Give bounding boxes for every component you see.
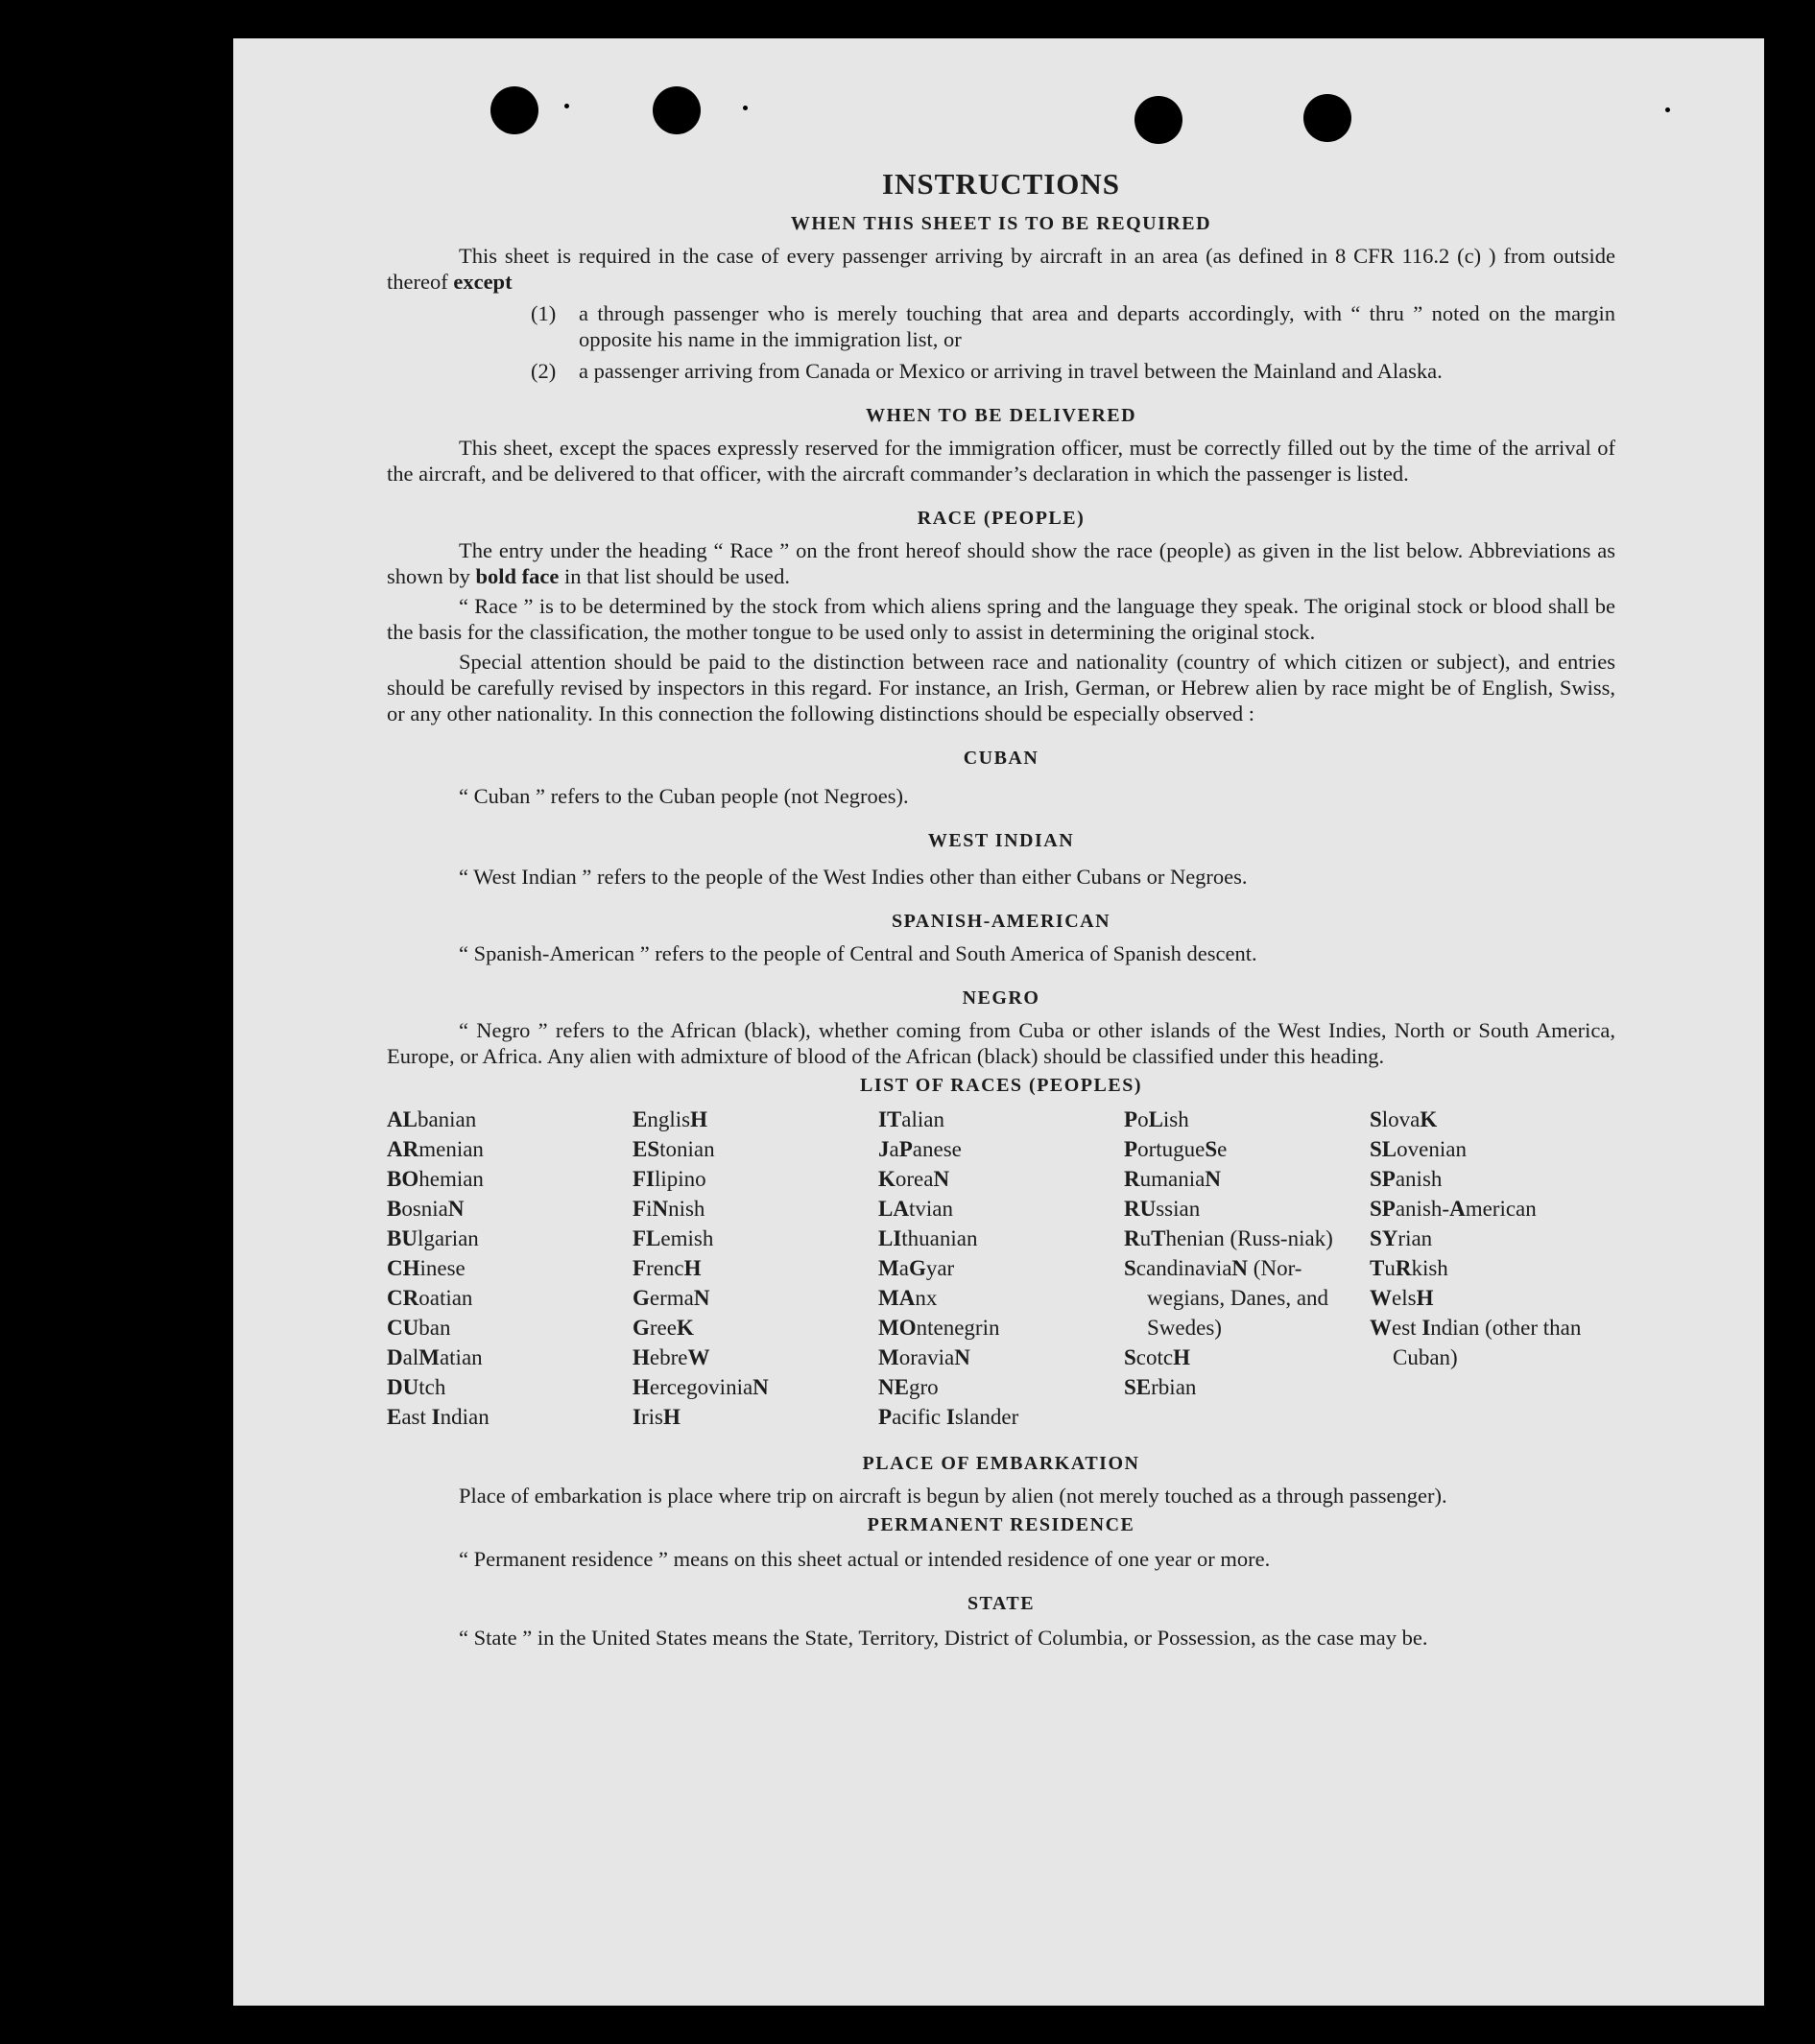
heading-permanent-residence: PERMANENT RESIDENCE — [867, 1514, 1135, 1535]
heading-list-of-races: LIST OF RACES (PEOPLES) — [859, 1075, 1142, 1096]
race-paragraph-3: Special attention should be paid to the distinction between race and nationality (country of which citizen or subject), and entries should be carefully revised by inspectors in this regard. For instance, an Irish, German, or Hebrew alien by race might be of English, Swiss, or any other nationality. In this connection the following distinctions should be especially observed : — [387, 650, 1615, 725]
paper-speck — [1665, 107, 1670, 112]
race-entry: HebreW — [633, 1345, 710, 1369]
race-entry: EStonian — [633, 1137, 715, 1161]
race-entry: RUssian — [1124, 1197, 1201, 1221]
heading-west-indian: WEST INDIAN — [927, 830, 1075, 851]
exception-item-2: (2) a passenger arriving from Canada or Mexico or arriving in travel between the Mainland and Alaska. — [531, 359, 1443, 383]
embarkation-text: Place of embarkation is place where trip on aircraft is begun by alien (not merely touched as a through passenger). — [459, 1484, 1447, 1508]
race-entry: FIlipino — [633, 1167, 706, 1191]
race-entry: FiNnish — [633, 1197, 705, 1221]
when-delivered-text: This sheet, except the spaces expressly reserved for the immigration officer, must be correctly filled out by the time of the arrival of the aircraft, and be delivered to that officer, with the aircraft commander’s declaration in which the passenger is listed. — [387, 436, 1615, 486]
race-column — [878, 1105, 1124, 1432]
race-entry: CHinese — [387, 1256, 466, 1280]
race-entry: WelsH — [1370, 1286, 1434, 1310]
heading-when-delivered: WHEN TO BE DELIVERED — [865, 405, 1137, 426]
heading-negro: NEGRO — [962, 987, 1040, 1009]
race-entry: PortugueSe — [1124, 1137, 1228, 1161]
negro-text: “ Negro ” refers to the African (black), whether coming from Cuba or other islands of the West Indies, North or South America, Europe, or Africa. Any alien with admixture of blood of the African (black) should be classified under this heading. — [387, 1018, 1615, 1068]
race-entry: FLemish — [633, 1226, 714, 1250]
race-entry: RumaniaN — [1124, 1167, 1221, 1191]
race-entry: IrisH — [633, 1405, 681, 1429]
heading-when-required: WHEN THIS SHEET IS TO BE REQUIRED — [790, 213, 1212, 234]
race-entry: LIthuanian — [878, 1226, 978, 1250]
race-column — [1370, 1105, 1615, 1432]
race-entry: EnglisH — [633, 1107, 707, 1131]
race-entry: SPanish-American — [1370, 1197, 1537, 1221]
race-entry: GermaN — [633, 1286, 710, 1310]
paper-speck — [743, 106, 748, 110]
race-entry: BosniaN — [387, 1197, 465, 1221]
punch-hole — [1134, 96, 1182, 144]
punch-hole — [653, 86, 701, 134]
race-entry: BOhemian — [387, 1167, 484, 1191]
race-entry: PoLish — [1124, 1107, 1189, 1131]
race-entry: MOntenegrin — [878, 1316, 1000, 1340]
race-entry: MAnx — [878, 1286, 938, 1310]
race-entry: CUban — [387, 1316, 451, 1340]
race-entry: West Indian (other than Cuban) — [1370, 1316, 1582, 1369]
heading-race: RACE (PEOPLE) — [917, 508, 1086, 529]
heading-place-of-embarkation: PLACE OF EMBARKATION — [862, 1453, 1140, 1474]
race-entry: BUlgarian — [387, 1226, 479, 1250]
race-entry: ScotcH — [1124, 1345, 1190, 1369]
race-entry: ScandinaviaN (Nor-wegians, Danes, and Swedes) — [1124, 1256, 1329, 1340]
race-entry: SErbian — [1124, 1375, 1197, 1399]
heading-spanish-american: SPANISH-AMERICAN — [891, 911, 1111, 932]
race-entry: SYrian — [1370, 1226, 1433, 1250]
race-entry: HercegoviniaN — [633, 1375, 769, 1399]
race-entry: KoreaN — [878, 1167, 950, 1191]
heading-state: STATE — [967, 1593, 1036, 1614]
race-column — [387, 1105, 633, 1432]
race-entry: SlovaK — [1370, 1107, 1438, 1131]
cuban-text: “ Cuban ” refers to the Cuban people (not Negroes). — [459, 784, 909, 808]
document-page — [233, 38, 1764, 2006]
race-entry: East Indian — [387, 1405, 490, 1429]
race-entry: DUtch — [387, 1375, 446, 1399]
race-entry: GreeK — [633, 1316, 694, 1340]
race-entry: TuRkish — [1370, 1256, 1448, 1280]
west-indian-text: “ West Indian ” refers to the people of the West Indies other than either Cubans or Negroes. — [459, 865, 1248, 889]
race-entry: LAtvian — [878, 1197, 953, 1221]
race-entry: FrencH — [633, 1256, 702, 1280]
race-column — [633, 1105, 878, 1432]
race-paragraph-1: The entry under the heading “ Race ” on the front hereof should show the race (people) as given in the list below. Abbreviations as shown by bold face in that list should be used. — [387, 538, 1615, 588]
page-title: INSTRUCTIONS — [881, 167, 1120, 201]
spanish-american-text: “ Spanish-American ” refers to the people of Central and South America of Spanish descent. — [459, 941, 1257, 965]
race-list — [387, 1105, 1615, 1432]
race-paragraph-2: “ Race ” is to be determined by the stock from which aliens spring and the language they speak. The original stock or blood shall be the basis for the classification, the mother tongue to be used only to assist in determining the original stock. — [387, 594, 1615, 644]
permanent-residence-text: “ Permanent residence ” means on this sheet actual or intended residence of one year or more. — [459, 1547, 1271, 1571]
race-entry: DalMatian — [387, 1345, 483, 1369]
paper-speck — [564, 104, 569, 108]
when-required-intro: This sheet is required in the case of every passenger arriving by aircraft in an area (as defined in 8 CFR 116.2 (c) ) from outside thereof except — [387, 244, 1615, 294]
race-entry: RuThenian (Russ-niak) — [1124, 1226, 1333, 1250]
race-entry: CRoatian — [387, 1286, 473, 1310]
heading-cuban: CUBAN — [963, 748, 1039, 769]
exception-item-1: (1) a through passenger who is merely touching that area and departs accordingly, with “ thru ” noted on the margin opposite his name in the immigration list, or — [531, 301, 1615, 351]
race-entry: Pacific Islander — [878, 1405, 1019, 1429]
punch-hole — [490, 86, 538, 134]
race-entry: SLovenian — [1370, 1137, 1467, 1161]
race-entry: JaPanese — [878, 1137, 962, 1161]
state-text: “ State ” in the United States means the State, Territory, District of Columbia, or Possession, as the case may be. — [459, 1626, 1428, 1650]
race-entry: SPanish — [1370, 1167, 1443, 1191]
race-entry: ITalian — [878, 1107, 944, 1131]
race-entry: MoraviaN — [878, 1345, 970, 1369]
race-column — [1124, 1105, 1370, 1432]
race-entry: NEgro — [878, 1375, 939, 1399]
punch-hole — [1303, 94, 1351, 142]
race-entry: ALbanian — [387, 1107, 477, 1131]
instructions-content — [387, 167, 1615, 1651]
race-entry: ARmenian — [387, 1137, 484, 1161]
race-entry: MaGyar — [878, 1256, 955, 1280]
